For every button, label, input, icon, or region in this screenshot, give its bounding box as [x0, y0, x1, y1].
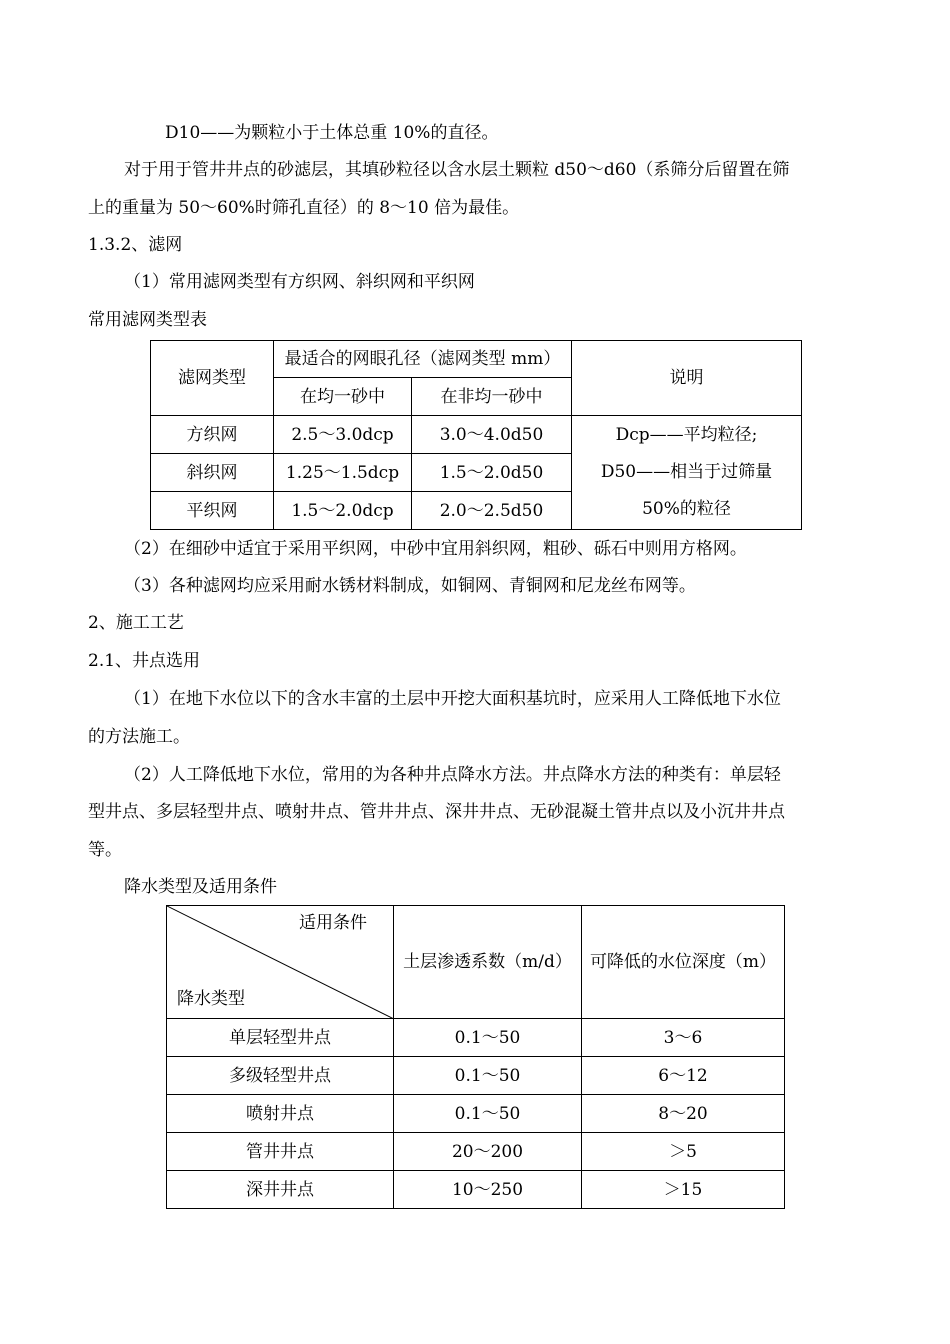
para-dewatering-2-line3: 等。 [88, 840, 122, 860]
heading-1-3-2: 1.3.2、滤网 [88, 235, 183, 255]
header-nonuniform-sand: 在非均一砂中 [412, 378, 572, 416]
cell-depth: ＞5 [582, 1133, 785, 1171]
para-dewatering-2-line2: 型井点、多层轻型井点、喷射井点、管井井点、深井井点、无砂混凝土管井点以及小沉井井点 [88, 802, 785, 822]
header-note: 说明 [572, 341, 802, 416]
table-row [167, 1133, 785, 1171]
table2-caption: 降水类型及适用条件 [124, 877, 277, 897]
para-sand-filter-line2: 上的重量为 50～60%时筛孔直径）的 8～10 倍为最佳。 [88, 198, 520, 218]
header-uniform-sand: 在均一砂中 [274, 378, 412, 416]
header-dewatering-type: 降水类型 [177, 989, 245, 1009]
cell-notes [572, 416, 802, 530]
heading-2-1: 2.1、井点选用 [88, 651, 201, 671]
cell-permeability: 0.1～50 [394, 1057, 582, 1095]
header-mesh-type: 滤网类型 [151, 341, 274, 416]
cell-depth: 3～6 [582, 1019, 785, 1057]
table1-caption: 常用滤网类型表 [88, 310, 207, 330]
note-line: 50%的粒径 [642, 499, 731, 519]
cell-nonuniform: 1.5～2.0d50 [412, 454, 572, 492]
heading-2: 2、施工工艺 [88, 613, 184, 633]
para-sand-filter-line1: 对于用于管井井点的砂滤层，其填砂粒径以含水层土颗粒 d50～d60（系筛分后留置在筛 [124, 160, 790, 180]
para-mesh-material: （3）各种滤网均应采用耐水锈材料制成，如铜网、青铜网和尼龙丝布网等。 [124, 576, 696, 596]
cell-type: 管井井点 [167, 1133, 394, 1171]
note-line: D50——相当于过筛量 [600, 462, 773, 482]
dewatering-table [166, 905, 785, 1209]
cell-permeability: 10～250 [394, 1171, 582, 1209]
cell-depth: 6～12 [582, 1057, 785, 1095]
cell-uniform: 1.25～1.5dcp [274, 454, 412, 492]
header-depth: 可降低的水位深度（m） [582, 906, 785, 1019]
cell-permeability: 0.1～50 [394, 1019, 582, 1057]
header-permeability: 土层渗透系数（m/d） [394, 906, 582, 1019]
cell-nonuniform: 2.0～2.5d50 [412, 492, 572, 530]
cell-uniform: 1.5～2.0dcp [274, 492, 412, 530]
header-conditions: 适用条件 [299, 913, 367, 933]
diagonal-header-cell [167, 906, 394, 1019]
cell-type: 多级轻型井点 [167, 1057, 394, 1095]
cell-depth: ＞15 [582, 1171, 785, 1209]
note-line: Dcp——平均粒径; [615, 425, 758, 445]
cell-permeability: 0.1～50 [394, 1095, 582, 1133]
para-d10-definition: D10——为颗粒小于土体总重 10%的直径。 [165, 123, 499, 143]
cell-mesh-type: 方织网 [151, 416, 274, 454]
para-dewatering-2-line1: （2）人工降低地下水位，常用的为各种井点降水方法。井点降水方法的种类有：单层轻 [124, 765, 781, 785]
cell-uniform: 2.5～3.0dcp [274, 416, 412, 454]
header-aperture-group: 最适合的网眼孔径（滤网类型 mm） [274, 341, 572, 378]
para-mesh-selection: （2）在细砂中适宜于采用平织网，中砂中宜用斜织网，粗砂、砾石中则用方格网。 [124, 539, 747, 559]
cell-type: 深井井点 [167, 1171, 394, 1209]
para-dewatering-1-line1: （1）在地下水位以下的含水丰富的土层中开挖大面积基坑时，应采用人工降低地下水位 [124, 689, 781, 709]
table-row [167, 1019, 785, 1057]
cell-mesh-type: 平织网 [151, 492, 274, 530]
table-row [167, 1057, 785, 1095]
table-row [151, 416, 802, 454]
para-filter-types: （1）常用滤网类型有方织网、斜织网和平织网 [124, 272, 475, 292]
cell-nonuniform: 3.0～4.0d50 [412, 416, 572, 454]
filter-mesh-table [150, 340, 802, 530]
table-row [167, 1171, 785, 1209]
para-dewatering-1-line2: 的方法施工。 [88, 727, 190, 747]
cell-permeability: 20～200 [394, 1133, 582, 1171]
cell-depth: 8～20 [582, 1095, 785, 1133]
cell-mesh-type: 斜织网 [151, 454, 274, 492]
cell-type: 喷射井点 [167, 1095, 394, 1133]
table-row [167, 1095, 785, 1133]
cell-type: 单层轻型井点 [167, 1019, 394, 1057]
